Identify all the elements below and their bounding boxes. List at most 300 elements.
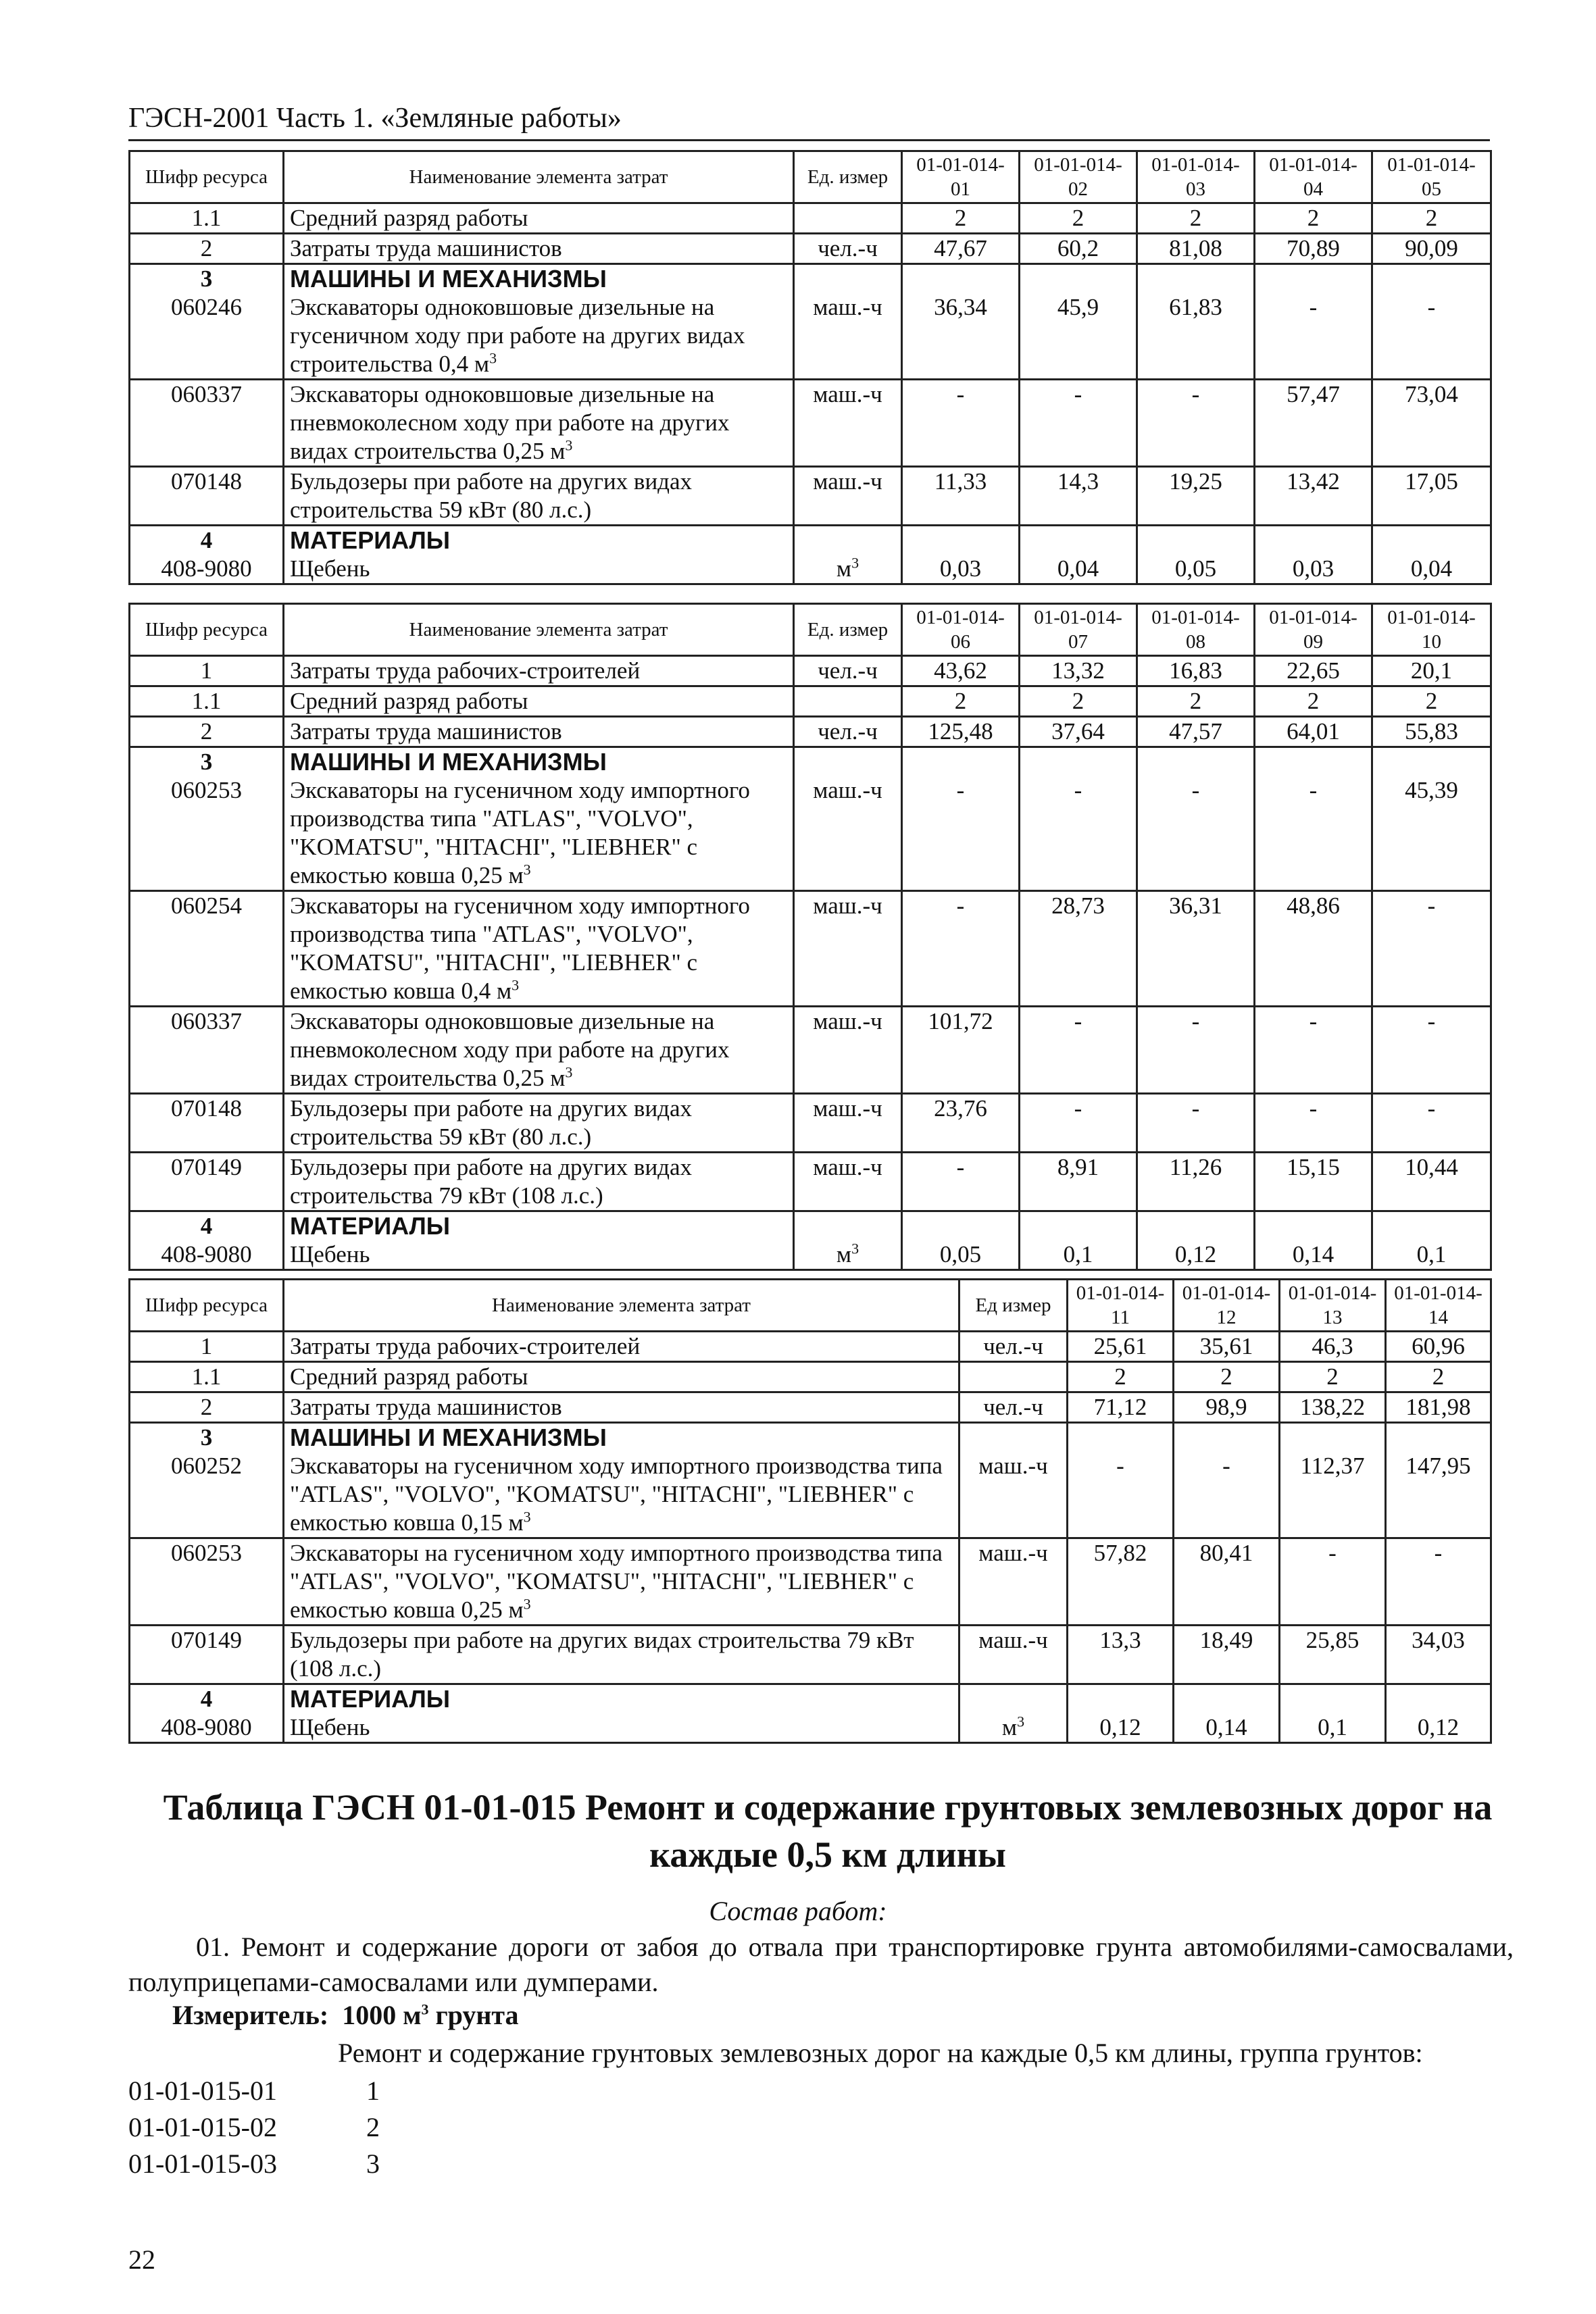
value-cell: 0,03 [1255,555,1372,584]
value-cell: 11,26 [1137,1153,1255,1211]
value-cell: 81,08 [1137,234,1255,264]
value-cell: 80,41 [1174,1538,1280,1626]
unit-cell: маш.-ч [794,1094,902,1153]
value-cell: 0,14 [1174,1713,1280,1743]
value-cell: 45,9 [1020,293,1137,380]
value-cell [1372,1211,1491,1241]
value-cell [1372,526,1491,555]
value-cell [1174,1684,1280,1714]
header-norm-code: 01-01-014-06 [902,604,1020,656]
value-cell: 2 [1372,203,1491,234]
meter-line [172,1998,519,2032]
resource-code: 070148 [130,467,284,526]
value-cell [1372,264,1491,294]
section-title: МАШИНЫ И МЕХАНИЗМЫ [284,264,794,294]
value-cell: - [902,891,1020,1007]
resource-code: 1 [130,656,284,686]
superscript: 3 [1017,1713,1025,1730]
section-row [130,264,1491,294]
value-cell: 101,72 [902,1007,1020,1094]
unit-cell: чел.-ч [959,1392,1068,1423]
resource-name: Экскаваторы одноковшовые дизельные на пневмоколесном ходу при работе на других видах строительства 0,25 $м^3$ [284,1007,794,1094]
value-cell [1020,747,1137,777]
header-norm-code: 01-01-014-04 [1255,151,1372,203]
value-cell: 23,76 [902,1094,1020,1153]
header-unit: Ед. измер [794,151,902,203]
value-cell: 10,44 [1372,1153,1491,1211]
value-cell: 0,1 [1020,1240,1137,1270]
value-cell: 0,14 [1255,1240,1372,1270]
resource-code: 060337 [130,380,284,467]
value-cell: 0,04 [1020,555,1137,584]
resource-name: Экскаваторы на гусеничном ходу импортного производства типа "ATLAS", "VOLVO", "KOMATSU", "HITACHI", "LIEBHER" с емкостью ковша 0,4 $м^3$ [284,891,794,1007]
table-row [130,686,1491,717]
value-cell: 11,33 [902,467,1020,526]
value-cell [1255,747,1372,777]
resource-name: Экскаваторы одноковшовые дизельные на гусеничном ходу при работе на других видах строительства 0,4 $м^3$ [284,293,794,380]
table-row [130,1153,1491,1211]
header-unit: Ед измер [959,1280,1068,1332]
table-row [130,1392,1491,1423]
value-cell: 13,3 [1068,1626,1174,1684]
value-cell: 18,49 [1174,1626,1280,1684]
unit-cell: маш.-ч [794,891,902,1007]
value-cell [1068,1684,1174,1714]
value-cell: 2 [902,203,1020,234]
unit-cell: маш.-ч [959,1538,1068,1626]
resource-code: 408-9080 [130,555,284,584]
resource-code: 060253 [130,776,284,891]
value-cell: 125,48 [902,717,1020,747]
value-cell: 0,12 [1386,1713,1491,1743]
value-cell: 2 [1386,1362,1491,1392]
table-row [130,1538,1491,1626]
value-cell: - [1020,1094,1137,1153]
value-cell [1068,1423,1174,1453]
value-cell: 2 [1255,686,1372,717]
header-norm-code: 01-01-014-05 [1372,151,1491,203]
value-cell: 2 [902,686,1020,717]
norm-list-item [128,2146,380,2182]
resource-name: Экскаваторы на гусеничном ходу импортного производства типа "ATLAS", "VOLVO", "KOMATSU", "HITACHI", "LIEBHER" с емкостью ковша 0,25 $м^3$ [284,1538,959,1626]
value-cell: 19,25 [1137,467,1255,526]
resource-code: 3 [130,747,284,777]
value-cell: 60,2 [1020,234,1137,264]
value-cell: 8,91 [1020,1153,1137,1211]
value-cell [1280,1423,1386,1453]
norms-list [128,2073,380,2182]
table-row [130,656,1491,686]
value-cell: 2 [1174,1362,1280,1392]
header-code: Шифр ресурса [130,151,284,203]
unit-cell [959,1684,1068,1714]
value-cell: 34,03 [1386,1626,1491,1684]
resource-name: Экскаваторы на гусеничном ходу импортного производства типа "ATLAS", "VOLVO", "KOMATSU", "HITACHI", "LIEBHER" с емкостью ковша 0,15 $м^3$ [284,1452,959,1538]
value-cell: - [1372,1007,1491,1094]
header-code: Шифр ресурса [130,604,284,656]
value-cell [1020,526,1137,555]
resource-code: 2 [130,234,284,264]
value-cell [1137,1211,1255,1241]
resource-name: Средний разряд работы [284,1362,959,1392]
value-cell: 13,42 [1255,467,1372,526]
header-norm-code: 01-01-014-08 [1137,604,1255,656]
value-cell: 35,61 [1174,1332,1280,1362]
value-cell: - [902,380,1020,467]
unit-cell: маш.-ч [794,380,902,467]
superscript: 3 [851,1240,859,1257]
value-cell: - [1372,1094,1491,1153]
resource-table-1 [128,150,1492,585]
value-cell: 43,62 [902,656,1020,686]
value-cell: 2 [1137,203,1255,234]
value-cell: 0,04 [1372,555,1491,584]
resource-code: 2 [130,1392,284,1423]
table-row [130,1362,1491,1392]
composition-label: Состав работ: [709,1896,887,1926]
value-cell: - [1255,1007,1372,1094]
table-row [130,1452,1491,1538]
resource-name: Затраты труда рабочих-строителей [284,1332,959,1362]
resource-code: 1 [130,1332,284,1362]
norm-group: 3 [366,2148,380,2179]
table-title: Таблица ГЭСН 01-01-015 Ремонт и содержание грунтовых землевозных дорог на каждые 0,5 км длины [163,1787,1493,1875]
meter-label: Измеритель: [172,2000,329,2030]
header-name: Наименование элемента затрат [284,151,794,203]
unit-cell [794,686,902,717]
resource-name: Средний разряд работы [284,686,794,717]
value-cell: 17,05 [1372,467,1491,526]
table-row [130,717,1491,747]
value-cell: - [902,776,1020,891]
resource-name: Экскаваторы одноковшовые дизельные на пневмоколесном ходу при работе на других видах строительства 0,25 $м^3$ [284,380,794,467]
unit-cell: маш.-ч [794,1153,902,1211]
section-row [130,526,1491,555]
resource-name: Бульдозеры при работе на других видах строительства 59 кВт (80 л.с.) [284,1094,794,1153]
value-cell: 2 [1068,1362,1174,1392]
resource-name: Экскаваторы на гусеничном ходу импортного производства типа "ATLAS", "VOLVO", "KOMATSU", "HITACHI", "LIEBHER" с емкостью ковша 0,25 $м^3$ [284,776,794,891]
value-cell: 2 [1372,686,1491,717]
resource-name: Щебень [284,555,794,584]
unit-cell: маш.-ч [959,1626,1068,1684]
header-norm-code: 01-01-014-13 [1280,1280,1386,1332]
header-norm-code: 01-01-014-03 [1137,151,1255,203]
value-cell: - [1137,1094,1255,1153]
header-norm-code: 01-01-014-11 [1068,1280,1174,1332]
value-cell: 57,47 [1255,380,1372,467]
value-cell: - [1137,380,1255,467]
table-row [130,891,1491,1007]
table-row [130,1007,1491,1094]
value-cell: - [1255,293,1372,380]
value-cell [1137,526,1255,555]
unit-cell: чел.-ч [794,234,902,264]
value-cell [1020,264,1137,294]
value-cell [1137,747,1255,777]
value-cell: 2 [1020,203,1137,234]
unit-cell [794,526,902,555]
value-cell [902,1211,1020,1241]
section-row [130,1211,1491,1241]
unit-cell [794,747,902,777]
section-row [130,747,1491,777]
value-cell: 0,1 [1372,1240,1491,1270]
resource-code: 060254 [130,891,284,1007]
header-norm-code: 01-01-014-01 [902,151,1020,203]
value-cell: - [1137,776,1255,891]
unit-cell: маш.-ч [794,776,902,891]
resource-code: 1.1 [130,686,284,717]
header-name: Наименование элемента затрат [284,604,794,656]
value-cell: 48,86 [1255,891,1372,1007]
value-cell: - [1372,891,1491,1007]
resource-code: 060252 [130,1452,284,1538]
resource-table-3 [128,1278,1492,1744]
value-cell: - [1174,1452,1280,1538]
resource-code: 408-9080 [130,1713,284,1743]
table-row [130,776,1491,891]
value-cell: 25,85 [1280,1626,1386,1684]
resource-code: 070148 [130,1094,284,1153]
header-unit: Ед. измер [794,604,902,656]
value-cell: - [1020,1007,1137,1094]
unit-cell [794,203,902,234]
unit-cell: маш.-ч [794,293,902,380]
value-cell [1255,526,1372,555]
meter-suffix: грунта [435,2000,519,2030]
table-row [130,234,1491,264]
table-header-row [130,151,1491,203]
table-row [130,1626,1491,1684]
unit-cell [794,1211,902,1241]
value-cell: - [902,1153,1020,1211]
resource-name: Щебень [284,1240,794,1270]
resource-name: Затраты труда машинистов [284,1392,959,1423]
resource-name: Щебень [284,1713,959,1743]
superscript: 3 [489,349,497,367]
resource-name: Средний разряд работы [284,203,794,234]
resource-code: 060337 [130,1007,284,1094]
table-header-row [130,1280,1491,1332]
resource-name: Затраты труда машинистов [284,234,794,264]
table-row [130,1094,1491,1153]
resource-table-2 [128,603,1492,1271]
header-norm-code: 01-01-014-10 [1372,604,1491,656]
table-header-row [130,604,1491,656]
value-cell: 0,03 [902,555,1020,584]
table-row [130,293,1491,380]
value-cell: 98,9 [1174,1392,1280,1423]
resource-code: 4 [130,1211,284,1241]
section-title: МАТЕРИАЛЫ [284,1211,794,1241]
meter-value: 1000 м [342,2000,422,2030]
value-cell: 112,37 [1280,1452,1386,1538]
work-item: 01. Ремонт и содержание дороги от забоя до отвала при транспортировке грунта автомобилями-самосвалами, полуприцепами-самосвалами или думперами. [128,1932,1514,1997]
value-cell [1372,747,1491,777]
value-cell [902,747,1020,777]
resource-code: 1.1 [130,1362,284,1392]
value-cell: - [1386,1538,1491,1626]
resource-code: 070149 [130,1153,284,1211]
value-cell: - [1020,380,1137,467]
resource-code: 3 [130,1423,284,1453]
superscript: 3 [565,436,573,454]
section-row [130,1423,1491,1453]
header-norm-code: 01-01-014-07 [1020,604,1137,656]
value-cell: 73,04 [1372,380,1491,467]
norm-code: 01-01-015-01 [128,2076,277,2106]
table-row [130,1240,1491,1270]
section-title: МАТЕРИАЛЫ [284,526,794,555]
unit-cell: чел.-ч [794,717,902,747]
norm-code: 01-01-015-03 [128,2148,277,2179]
value-cell [1386,1684,1491,1714]
page-number: 22 [128,2244,155,2275]
table-row [130,1332,1491,1362]
value-cell: 15,15 [1255,1153,1372,1211]
value-cell: 0,05 [1137,555,1255,584]
unit-cell [959,1362,1068,1392]
header-code: Шифр ресурса [130,1280,284,1332]
value-cell: 61,83 [1137,293,1255,380]
value-cell [1174,1423,1280,1453]
value-cell [1020,1211,1137,1241]
header-norm-code: 01-01-014-14 [1386,1280,1491,1332]
value-cell: 138,22 [1280,1392,1386,1423]
superscript: 3 [512,976,520,994]
header-norm-code: 01-01-014-02 [1020,151,1137,203]
unit-cell [959,1423,1068,1453]
unit-cell: маш.-ч [794,1007,902,1094]
value-cell: 47,57 [1137,717,1255,747]
value-cell: 28,73 [1020,891,1137,1007]
norm-list-item [128,2073,380,2109]
value-cell [902,264,1020,294]
value-cell: 181,98 [1386,1392,1491,1423]
norm-group: 1 [366,2076,380,2106]
value-cell: - [1255,776,1372,891]
superscript: 3 [523,1595,531,1613]
value-cell: - [1255,1094,1372,1153]
value-cell: 14,3 [1020,467,1137,526]
value-cell: 57,82 [1068,1538,1174,1626]
value-cell: 2 [1020,686,1137,717]
value-cell: - [1137,1007,1255,1094]
unit-cell: чел.-ч [959,1332,1068,1362]
superscript: 3 [523,861,531,878]
value-cell: 25,61 [1068,1332,1174,1362]
value-cell: - [1020,776,1137,891]
value-cell: 60,96 [1386,1332,1491,1362]
value-cell: 71,12 [1068,1392,1174,1423]
value-cell [1137,264,1255,294]
resource-code: 060253 [130,1538,284,1626]
value-cell: 37,64 [1020,717,1137,747]
value-cell: 13,32 [1020,656,1137,686]
value-cell: 55,83 [1372,717,1491,747]
table-row [130,1713,1491,1743]
value-cell: 36,31 [1137,891,1255,1007]
meter-sup: 3 [421,2001,429,2018]
value-cell: 2 [1255,203,1372,234]
resource-name: Затраты труда машинистов [284,717,794,747]
resource-code: 070149 [130,1626,284,1684]
resource-code: 4 [130,526,284,555]
value-cell: 46,3 [1280,1332,1386,1362]
header-norm-code: 01-01-014-09 [1255,604,1372,656]
value-cell: 90,09 [1372,234,1491,264]
value-cell: 147,95 [1386,1452,1491,1538]
value-cell: 47,67 [902,234,1020,264]
value-cell: 70,89 [1255,234,1372,264]
value-cell: 22,65 [1255,656,1372,686]
norm-group: 2 [366,2112,380,2142]
superscript: 3 [565,1063,573,1081]
value-cell: 0,12 [1137,1240,1255,1270]
unit-cell [794,264,902,294]
table-row [130,467,1491,526]
norms-caption: Ремонт и содержание грунтовых землевозных дорог на каждые 0,5 км длины, группа грунтов: [338,2038,1423,2068]
unit-cell: чел.-ч [794,656,902,686]
value-cell: 64,01 [1255,717,1372,747]
resource-name: Бульдозеры при работе на других видах строительства 79 кВт (108 л.с.) [284,1626,959,1684]
resource-code: 2 [130,717,284,747]
resource-code: 060246 [130,293,284,380]
value-cell: - [1280,1538,1386,1626]
section-row [130,1684,1491,1714]
page-header: ГЭСН-2001 Часть 1. «Земляные работы» [128,101,1490,141]
value-cell [1280,1684,1386,1714]
value-cell: 0,1 [1280,1713,1386,1743]
table-row [130,380,1491,467]
unit-cell: маш.-ч [794,467,902,526]
value-cell: - [1372,293,1491,380]
unit-cell: маш.-ч [959,1452,1068,1538]
value-cell: 0,05 [902,1240,1020,1270]
unit-cell: $м^3$ [959,1713,1068,1743]
value-cell [1386,1423,1491,1453]
norm-code: 01-01-015-02 [128,2112,277,2142]
unit-cell: $м^3$ [794,1240,902,1270]
value-cell: 45,39 [1372,776,1491,891]
value-cell: 2 [1280,1362,1386,1392]
value-cell [1255,264,1372,294]
header-name: Наименование элемента затрат [284,1280,959,1332]
resource-code: 3 [130,264,284,294]
table-row [130,203,1491,234]
value-cell: 36,34 [902,293,1020,380]
section-title: МАШИНЫ И МЕХАНИЗМЫ [284,747,794,777]
resource-name: Затраты труда рабочих-строителей [284,656,794,686]
norm-list-item [128,2109,380,2146]
table-row [130,555,1491,584]
value-cell: 2 [1137,686,1255,717]
unit-cell: $м^3$ [794,555,902,584]
value-cell [902,526,1020,555]
resource-name: Бульдозеры при работе на других видах строительства 79 кВт (108 л.с.) [284,1153,794,1211]
resource-code: 4 [130,1684,284,1714]
superscript: 3 [523,1508,531,1526]
section-title: МАТЕРИАЛЫ [284,1684,959,1714]
resource-name: Бульдозеры при работе на других видах строительства 59 кВт (80 л.с.) [284,467,794,526]
value-cell: 16,83 [1137,656,1255,686]
value-cell: - [1068,1452,1174,1538]
value-cell: 0,12 [1068,1713,1174,1743]
superscript: 3 [851,554,859,572]
header-norm-code: 01-01-014-12 [1174,1280,1280,1332]
value-cell: 20,1 [1372,656,1491,686]
resource-code: 1.1 [130,203,284,234]
